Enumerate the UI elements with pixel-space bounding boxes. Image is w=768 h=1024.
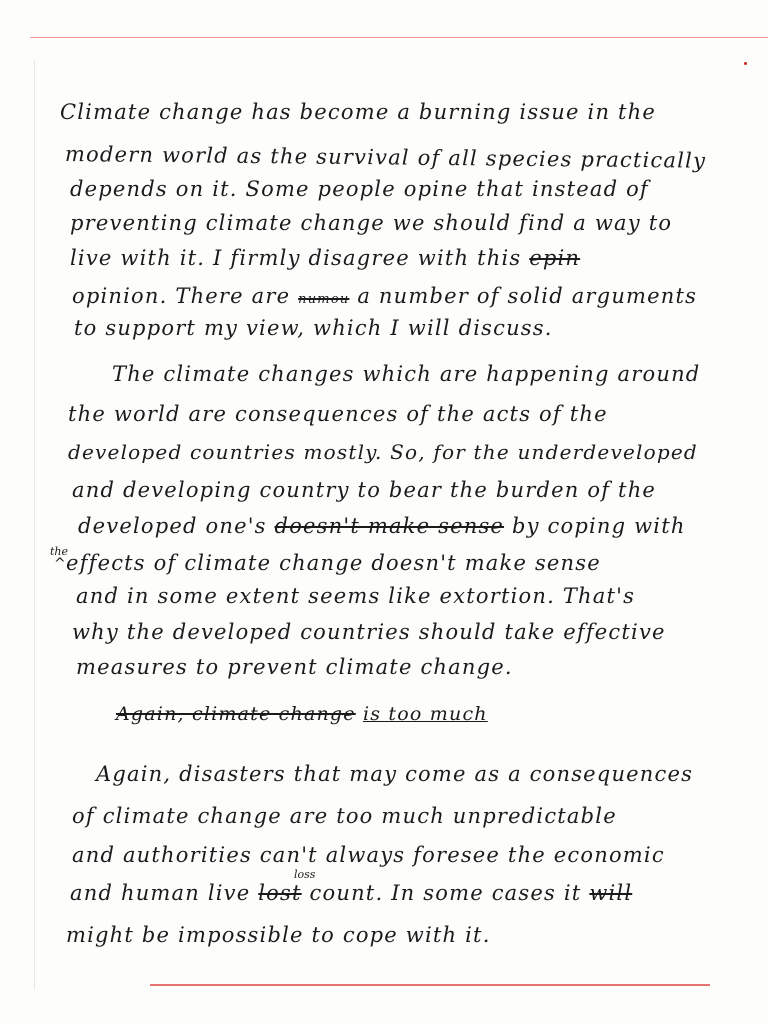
text-fragment: count. In some cases it bbox=[309, 881, 582, 905]
text-fragment: by coping with bbox=[511, 514, 686, 538]
text-line: modern world as the survival of all species practically bbox=[64, 142, 707, 173]
text-line: why the developed countries should take effective bbox=[72, 620, 666, 644]
text-line: might be impossible to cope with it. bbox=[66, 923, 491, 947]
text-line bbox=[72, 284, 697, 308]
text-line bbox=[70, 881, 632, 905]
text-line: The climate changes which are happening around bbox=[112, 362, 701, 386]
text-line: preventing climate change we should find a way to bbox=[70, 211, 673, 235]
struck-word: epin bbox=[529, 246, 581, 270]
text-fragment: and human live bbox=[70, 881, 251, 905]
left-margin-line bbox=[34, 60, 35, 990]
text-line bbox=[70, 246, 580, 270]
struck-word: numou bbox=[298, 292, 350, 307]
text-fragment: opinion. There are bbox=[72, 284, 291, 308]
text-line bbox=[78, 514, 686, 538]
ink-dot bbox=[744, 62, 747, 65]
bottom-margin-line bbox=[150, 984, 710, 986]
text-line: to support my view, which I will discuss. bbox=[74, 316, 553, 340]
inserted-word: loss bbox=[294, 868, 316, 881]
top-margin-line bbox=[30, 37, 768, 38]
text-line: and developing country to bear the burden of the bbox=[72, 478, 657, 502]
text-line: effects of climate change doesn't make sense bbox=[66, 551, 601, 575]
struck-phrase: Again, climate change bbox=[116, 703, 356, 725]
struck-word: lost bbox=[258, 881, 302, 905]
struck-word: will bbox=[589, 881, 633, 905]
text-line: the world are consequences of the acts of the bbox=[68, 402, 608, 426]
struck-heading bbox=[116, 703, 488, 725]
text-line: measures to prevent climate change. bbox=[76, 655, 513, 679]
struck-phrase: doesn't make sense bbox=[274, 514, 505, 538]
inserted-word: the bbox=[50, 545, 69, 558]
caret-mark: ^ bbox=[54, 556, 66, 572]
text-line: of climate change are too much unpredictable bbox=[72, 804, 617, 828]
text-fragment: live with it. I firmly disagree with this bbox=[70, 246, 522, 270]
text-fragment: a number of solid arguments bbox=[357, 284, 698, 308]
text-line: and in some extent seems like extortion. That's bbox=[76, 584, 636, 608]
text-line: Again, disasters that may come as a consequences bbox=[96, 762, 694, 786]
text-line: and authorities can't always foresee the economic bbox=[72, 843, 665, 867]
text-fragment: developed one's bbox=[78, 514, 267, 538]
text-fragment: is too much bbox=[362, 703, 488, 725]
text-line: depends on it. Some people opine that instead of bbox=[70, 177, 649, 201]
text-line: Climate change has become a burning issue in the bbox=[60, 100, 657, 124]
text-line: developed countries mostly. So, for the underdeveloped bbox=[68, 440, 698, 464]
